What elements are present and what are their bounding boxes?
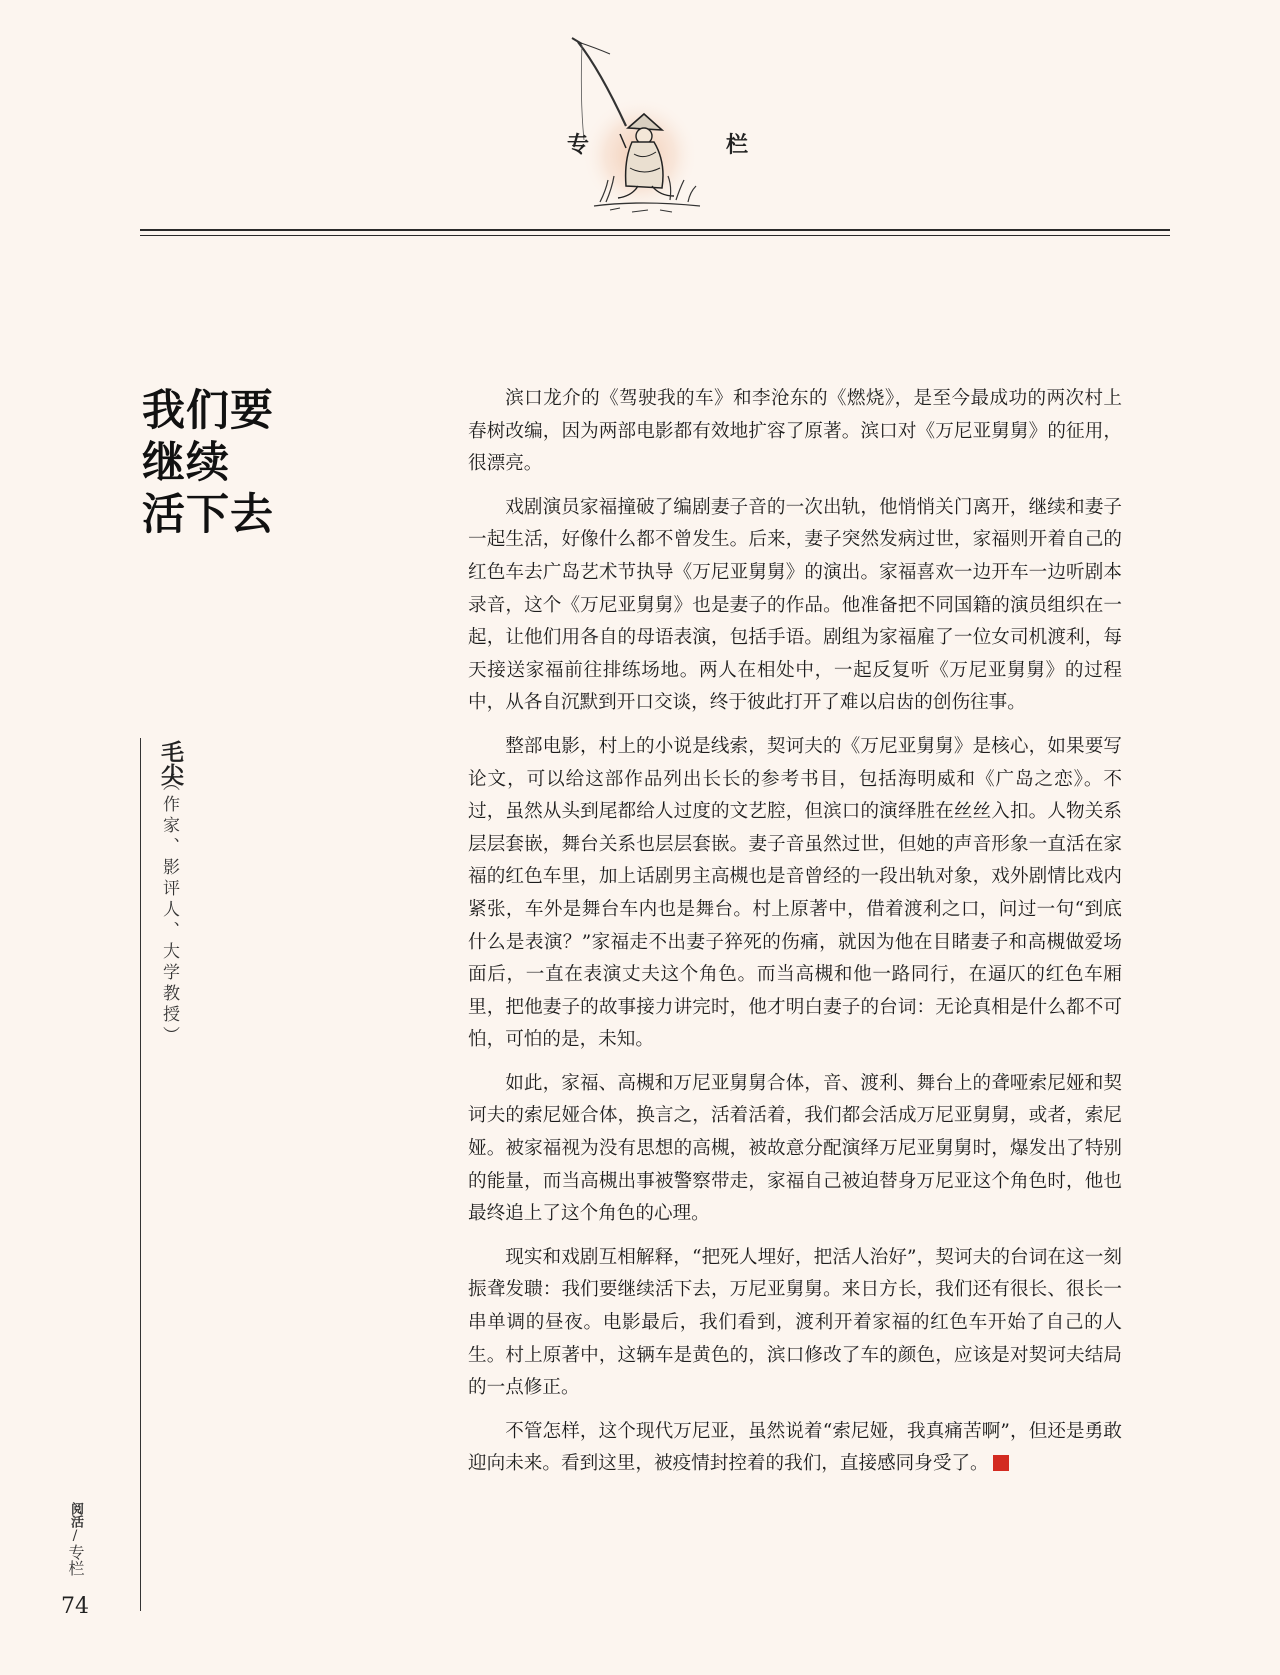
title-line: 继续 <box>142 438 230 488</box>
paragraph: 滨口龙介的《驾驶我的车》和李沧东的《燃烧》，是至今最成功的两次村上春树改编，因为两部电影都有效地扩容了原著。滨口对《万尼亚舅舅》的征用，很漂亮。 <box>468 388 1122 475</box>
last-paragraph-text: 不管怎样，这个现代万尼亚，虽然说着“索尼娅，我真痛苦啊”，但还是勇敢迎向未来。看到这里，被疫情封控着的我们，直接感同身受了。 <box>468 1420 1122 1475</box>
section-footer <box>64 1502 87 1576</box>
header-rule-thin <box>140 235 1170 236</box>
column-label-right: 栏 <box>726 132 749 158</box>
title-line: 我们要 <box>142 386 274 436</box>
author-name: 毛尖 <box>157 740 184 786</box>
column-label-left: 专 <box>567 132 590 158</box>
page-number: 74 <box>61 1594 89 1619</box>
author-description: （作家、影评人、大学教授） <box>159 774 179 1047</box>
left-vertical-rule <box>140 738 141 1611</box>
paragraph: 现实和戏剧互相解释，“把死人埋好，把活人治好”，契诃夫的台词在这一刻振聋发聩：我们要继续活下去，万尼亚舅舅。来日方长，我们还有很长、很长一串单调的昼夜。电影最后，我们看到，渡利开着家福的红色车开始了自己的人生。村上原著中，这辆车是黄色的，滨口修改了车的颜色，应该是对契诃夫结局的一点修正。 <box>468 1246 1122 1399</box>
paragraph: 如此，家福、高槻和万尼亚舅舅合体，音、渡利、舞台上的聋哑索尼娅和契诃夫的索尼娅合体，换言之，活着活着，我们都会活成万尼亚舅舅，或者，索尼娅。被家福视为没有思想的高槻，被故意分配演绎万尼亚舅舅时，爆发出了特别的能量，而当高槻出事被警察带走，家福自己被迫替身万尼亚这个角色时，他也最终追上了这个角色的心理。 <box>468 1072 1122 1225</box>
footer-slash: / <box>67 1528 83 1544</box>
section-name: 专栏 <box>66 1544 85 1576</box>
article-title <box>142 385 322 541</box>
header-rule <box>140 229 1170 231</box>
article-body <box>468 383 1122 1492</box>
paragraph: 戏剧演员家福撞破了编剧妻子音的一次出轨，他悄悄关门离开，继续和妻子一起生活，好像什么都不曾发生。后来，妻子突然发病过世，家福则开着自己的红色车去广岛艺术节执导《万尼亚舅舅》的演出。家福喜欢一边开车一边听剧本录音，这个《万尼亚舅舅》也是妻子的作品。他准备把不同国籍的演员组织在一起，让他们用各自的母语表演，包括手语。剧组为家福雇了一位女司机渡利，每天接送家福前往排练场地。两人在相处中，一起反复听《万尼亚舅舅》的过程中，从各自沉默到开口交谈，终于彼此打开了难以启齿的创伤往事。 <box>468 496 1122 714</box>
magazine-name: 阅活 <box>68 1502 83 1528</box>
fisherman-illustration <box>540 30 780 215</box>
paragraph: 整部电影，村上的小说是线索，契诃夫的《万尼亚舅舅》是核心，如果要写论文，可以给这部作品列出长长的参考书目，包括海明威和《广岛之恋》。不过，虽然从头到尾都给人过度的文艺腔，但滨口的演绎胜在丝丝入扣。人物关系层层套嵌，舞台关系也层层套嵌。妻子音虽然过世，但她的声音形象一直活在家福的红色车里，加上话剧男主高槻也是音曾经的一段出轨对象，戏外剧情比戏内紧张，车外是舞台车内也是舞台。村上原著中，借着渡利之口，问过一句“到底什么是表演？”家福走不出妻子猝死的伤痛，就因为他在目睹妻子和高槻做爱场面后，一直在表演丈夫这个角色。而当高槻和他一路同行，在逼仄的红色车厢里，把他妻子的故事接力讲完时，他才明白妻子的台词：无论真相是什么都不可怕，可怕的是，未知。 <box>468 735 1122 1051</box>
end-mark-icon <box>993 1455 1009 1471</box>
title-line: 活下去 <box>142 490 274 540</box>
paragraph <box>468 1416 1122 1481</box>
